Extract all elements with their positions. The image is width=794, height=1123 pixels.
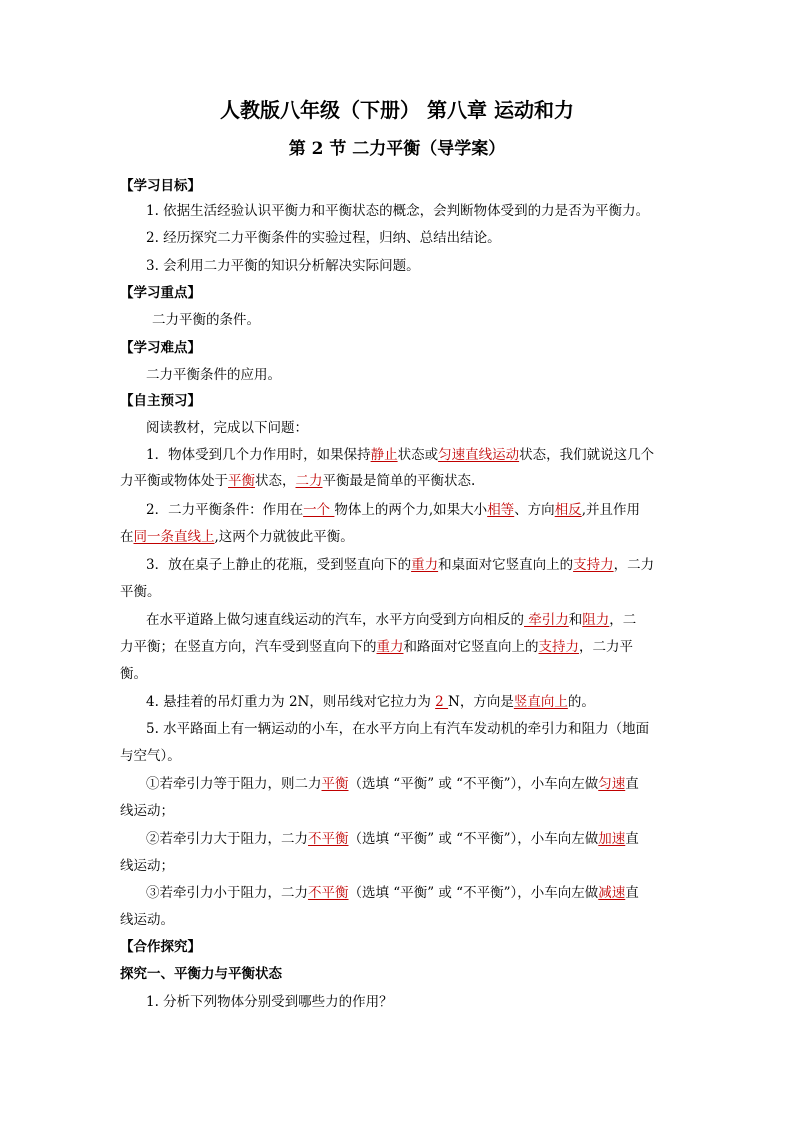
answer-blank: 平衡	[228, 473, 255, 489]
question-2-line-1: 2．二力平衡条件：作用在一个 物体上的两个力,如果大小相等、方向相反,并且作用	[146, 502, 640, 518]
cooperation-heading: 【合作探究】	[120, 939, 201, 955]
difficulty-text: 二力平衡条件的应用。	[146, 367, 281, 383]
difficulty-heading: 【学习难点】	[120, 340, 201, 356]
answer-blank: 一个	[303, 502, 335, 518]
focus-heading: 【学习重点】	[120, 285, 201, 301]
question-5-line-2: 与空气）。	[120, 748, 181, 764]
answer-blank: 相等	[487, 502, 515, 518]
question-5-1-line-2: 线运动；	[120, 803, 174, 819]
objectives-heading: 【学习目标】	[120, 178, 201, 194]
answer-blank: 同一条直线上	[133, 529, 215, 545]
preview-heading: 【自主预习】	[120, 393, 201, 409]
answer-blank: 加速	[598, 831, 626, 847]
question-1-line-1: 1．物体受到几个力作用时，如果保持静止状态或匀速直线运动状态，我们就说这几个	[146, 447, 655, 463]
answer-blank: 二力	[295, 473, 323, 489]
question-5-3-line-2: 线运动。	[120, 912, 174, 928]
question-4: 4. 悬挂着的吊灯重力为 2N，则吊线对它拉力为 2 N，方向是竖直向上的。	[146, 694, 595, 710]
objective-item: 3. 会利用二力平衡的知识分析解决实际问题。	[146, 258, 420, 274]
answer-blank: 相反	[554, 502, 582, 518]
answer-blank: 不平衡	[308, 885, 349, 901]
question-5-line-1: 5. 水平路面上有一辆运动的小车，在水平方向上有汽车发动机的牵引力和阻力（地面	[146, 721, 650, 737]
objective-item: 1. 依据生活经验认识平衡力和平衡状态的概念，会判断物体受到的力是否为平衡力。	[146, 203, 650, 219]
focus-text: 二力平衡的条件。	[152, 312, 260, 328]
answer-blank: 平衡	[321, 776, 349, 792]
question-3b-line-2: 力平衡；在竖直方向，汽车受到竖直向下的重力和路面对它竖直向上的支持力，二力平	[120, 639, 633, 655]
answer-blank: 支持力	[538, 639, 579, 655]
question-3-line-2: 平衡。	[120, 584, 161, 600]
question-5-1-line-1: ①若牵引力等于阻力，则二力平衡（选填 “平衡” 或 “不平衡”），小车向左做匀速直	[146, 776, 639, 792]
section-1-heading: 探究一、平衡力与平衡状态	[120, 966, 282, 982]
answer-blank: 匀速直线运动	[438, 447, 520, 463]
answer-blank: 匀速	[598, 776, 626, 792]
cooperation-question-1: 1. 分析下列物体分别受到哪些力的作用？	[146, 994, 393, 1010]
answer-blank: 牵引力	[524, 612, 569, 628]
question-2-line-2: 在同一条直线上,这两个力就彼此平衡。	[120, 529, 354, 545]
question-5-3-line-1: ③若牵引力小于阻力，二力不平衡（选填 “平衡” 或 “不平衡”），小车向左做减速直	[146, 885, 639, 901]
answer-blank: 静止	[370, 447, 398, 463]
preview-intro: 阅读教材，完成以下问题：	[146, 420, 308, 436]
question-3-line-1: 3．放在桌子上静止的花瓶，受到竖直向下的重力和桌面对它竖直向上的支持力，二力	[146, 557, 655, 573]
answer-blank: 不平衡	[308, 831, 349, 847]
answer-blank: 重力	[376, 639, 404, 655]
objective-item: 2. 经历探究二力平衡条件的实验过程，归纳、总结出结论。	[146, 230, 501, 246]
document-title: 人教版八年级（下册） 第八章 运动和力	[220, 98, 574, 122]
answer-blank: 2	[435, 694, 449, 710]
question-3b-line-3: 衡。	[120, 666, 147, 682]
question-5-2-line-1: ②若牵引力大于阻力，二力不平衡（选填 “平衡” 或 “不平衡”），小车向左做加速直	[146, 831, 639, 847]
question-1-line-2: 力平衡或物体处于平衡状态，二力平衡最是简单的平衡状态.	[120, 473, 476, 489]
question-3b-line-1: 在水平道路上做匀速直线运动的汽车，水平方向受到方向相反的 牵引力和阻力，二	[146, 612, 637, 628]
answer-blank: 减速	[598, 885, 626, 901]
answer-blank: 支持力	[573, 557, 614, 573]
lesson-subtitle: 第 2 节 二力平衡（导学案）	[288, 139, 506, 159]
question-5-2-line-2: 线运动；	[120, 858, 174, 874]
answer-blank: 重力	[411, 557, 439, 573]
answer-blank: 阻力	[582, 612, 610, 628]
answer-blank: 竖直向上	[513, 694, 568, 710]
